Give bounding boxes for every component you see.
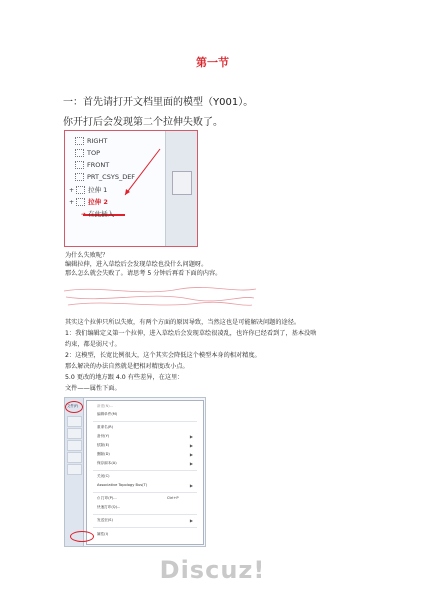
file-menu-screenshot	[64, 397, 206, 547]
section-title: 第一节	[196, 56, 229, 69]
expand-icon: +	[69, 199, 75, 206]
text-line: 为什么失败呢？	[65, 252, 109, 259]
menu-item-send-to[interactable]: 发送至(S) ▶	[97, 518, 193, 523]
text-line: 那么怎么就会失败了。请思考 5 分钟后再看下面的内容。	[65, 270, 222, 277]
tree-item-top[interactable]: TOP	[75, 149, 100, 157]
menu-separator	[93, 421, 197, 422]
submenu-arrow-icon: ▶	[189, 483, 193, 488]
red-circle-annotation	[65, 401, 83, 413]
printer-icon: ⎙	[97, 496, 102, 500]
text-line: 文件——属性下面。	[65, 385, 121, 392]
text-line: 1：我们编辑定义第一个拉伸，进入草绘后会发现草绘很凌乱，也许你已经看到了，基本没啥	[65, 330, 317, 337]
menu-item-atb[interactable]: Associative Topology Bus(T) ▶	[97, 483, 193, 488]
menu-item-close[interactable]: 关闭(C)	[97, 474, 110, 478]
menu-item-backup[interactable]: 备份(Y) ▶	[97, 434, 193, 439]
menu-item-print[interactable]: ⎙ 打印(P)... Ctrl+P	[97, 496, 179, 500]
text-line: 编辑拉伸，进入草绘后会发现草绘也没什么问题呀。	[65, 261, 208, 268]
print-shortcut: Ctrl+P	[167, 496, 179, 500]
submenu-arrow-icon: ▶	[189, 434, 193, 439]
menu-item-delete[interactable]: 删除(D) ▶	[97, 452, 193, 457]
text-line: 约束，都是弱尺寸。	[65, 341, 121, 348]
menu-item-edit-part[interactable]: 编辑单件(M)	[97, 412, 118, 416]
menu-item-rename[interactable]: 重命名(R)	[97, 425, 114, 429]
text-line: 那么解决的办法自然就是把相对精度改小点。	[65, 363, 189, 370]
menu-item-quick-print[interactable]: 快速打印(Q)...	[97, 505, 121, 509]
menu-separator	[93, 470, 197, 471]
submenu-arrow-icon: ▶	[189, 518, 193, 523]
failure-statement: 你开打后会发现第二个拉伸失败了。	[63, 117, 223, 128]
red-circle-annotation	[70, 531, 94, 542]
tree-item-insert-here[interactable]: ➜ 在此插入	[81, 210, 115, 218]
text-line: 其实这个拉伸只所以失败，有两个方面的原因导致，当然这也是可能解决问题的途径。	[65, 319, 301, 326]
menu-item-new[interactable]: 新建(N)...	[97, 404, 114, 408]
expand-icon: +	[69, 187, 75, 194]
menu-separator	[93, 514, 197, 515]
model-tree-screenshot	[64, 130, 198, 247]
tree-item-csys[interactable]: PRT_CSYS_DEF	[75, 173, 135, 181]
toolbar-button[interactable]	[67, 416, 82, 427]
discuz-watermark: Discuz!	[159, 556, 266, 584]
menu-separator	[93, 527, 197, 528]
tree-item-extrude-1[interactable]: + 拉伸 1	[69, 186, 108, 194]
tree-item-front[interactable]: FRONT	[75, 161, 109, 169]
text-line: 2：这模型，长宽比例很大，这个其实会降低这个模型本身的相对精度。	[65, 352, 261, 359]
step-heading: 一：首先请打开文档里面的模型（Y001）。	[63, 97, 254, 108]
submenu-arrow-icon: ▶	[189, 443, 193, 448]
tree-item-extrude-2[interactable]: + 拉伸 2	[69, 198, 108, 206]
submenu-arrow-icon: ▶	[189, 452, 193, 457]
text-line: 5.0 更改的地方跟 4.0 有些差异，在这里：	[65, 374, 184, 381]
file-menu-tab[interactable]: 文件(F)	[67, 404, 79, 408]
toolbar-button[interactable]	[67, 464, 82, 475]
menu-item-properties[interactable]: 属性(I)	[97, 532, 109, 536]
tree-item-right[interactable]: RIGHT	[75, 137, 107, 145]
menu-item-erase[interactable]: 拭除(E) ▶	[97, 443, 193, 448]
menu-item-save-copy[interactable]: 保存副本(A) ▶	[97, 461, 193, 466]
submenu-arrow-icon: ▶	[189, 461, 193, 466]
model-preview-box	[172, 171, 192, 195]
insert-arrow-icon: ➜	[81, 211, 87, 218]
toolbar-button[interactable]	[67, 452, 82, 463]
file-dropdown-menu	[86, 400, 204, 545]
toolbar-button[interactable]	[67, 428, 82, 439]
menu-separator	[93, 492, 197, 493]
toolbar-button[interactable]	[67, 440, 82, 451]
red-scribble-divider	[60, 283, 260, 313]
